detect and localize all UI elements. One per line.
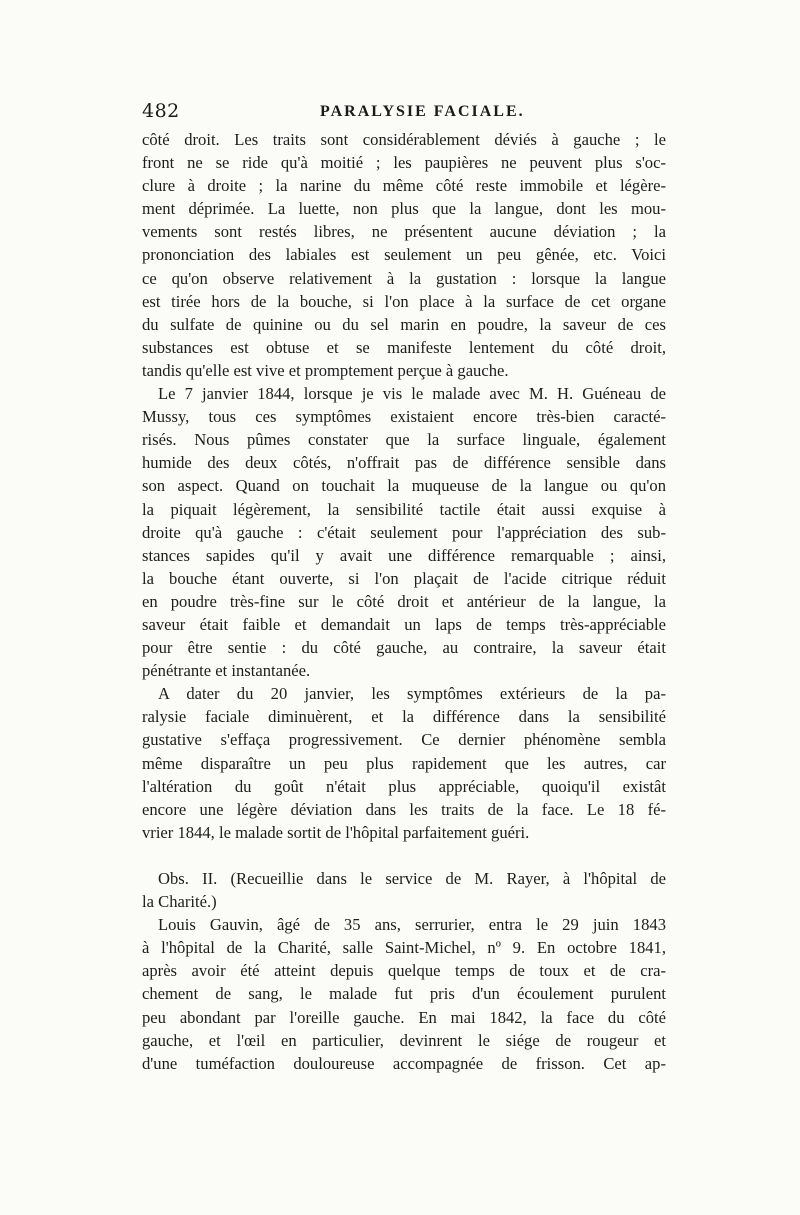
text-line: du sulfate de quinine ou du sel marin en poudre, la saveur de ces	[142, 314, 666, 334]
text-line: front ne se ride qu'à moitié ; les paupières ne peuvent plus s'oc-	[142, 153, 666, 173]
text-line: pour être sentie : du côté gauche, au contraire, la saveur était	[142, 638, 666, 658]
text-line: clure à droite ; la narine du même côté reste immobile et légère-	[142, 176, 666, 196]
text-line: saveur était faible et demandait un laps de temps très-appréciable	[142, 614, 666, 634]
text-line: est tirée hors de la bouche, si l'on place à la surface de cet organe	[142, 291, 666, 311]
text-line: son aspect. Quand on touchait la muqueuse de la langue ou qu'on	[142, 476, 666, 496]
text-line: Le 7 janvier 1844, lorsque je vis le malade avec M. H. Guéneau de	[158, 384, 666, 404]
text-line: côté droit. Les traits sont considérablement déviés à gauche ; le	[142, 130, 666, 149]
text-line: vrier 1844, le malade sortit de l'hôpital parfaitement guéri.	[142, 822, 530, 842]
text-line: après avoir été atteint depuis quelque temps de toux et de cra-	[142, 961, 666, 981]
text-line: droite qu'à gauche : c'était seulement pour l'appréciation des sub-	[142, 522, 666, 542]
text-line: la bouche étant ouverte, si l'on plaçait de l'acide citrique réduit	[142, 568, 666, 588]
body-text	[142, 128, 666, 1075]
text-line: ment déprimée. La luette, non plus que la langue, dont les mou-	[142, 199, 666, 219]
text-line: chement de sang, le malade fut pris d'un écoulement purulent	[142, 984, 666, 1004]
text-line: ralysie faciale diminuèrent, et la différence dans la sensibilité	[142, 707, 666, 727]
text-line: substances est obtuse et se manifeste lentement du côté droit,	[142, 337, 666, 357]
observation-heading: Obs. II. (Recueillie dans le service de M. Rayer, à l'hôpital de	[158, 869, 666, 888]
text-line: humide des deux côtés, n'offrait pas de différence sensible dans	[142, 453, 666, 473]
text-line: la Charité.)	[142, 892, 217, 912]
text-line: stances sapides qu'il y avait une différence remarquable ; ainsi,	[142, 545, 666, 565]
text-line: ce qu'on observe relativement à la gustation : lorsque la langue	[142, 268, 666, 288]
text-line: prononciation des labiales est seulement un peu gênée, etc. Voici	[142, 245, 666, 265]
text-line: pénétrante et instantanée.	[142, 661, 311, 681]
page-header	[142, 100, 662, 126]
text-line: encore une légère déviation dans les traits de la face. Le 18 fé-	[142, 799, 666, 819]
blank-line	[142, 844, 666, 867]
text-line: A dater du 20 janvier, les symptômes extérieurs de la pa-	[158, 684, 666, 704]
text-line: Louis Gauvin, âgé de 35 ans, serrurier, entra le 29 juin 1843	[158, 915, 666, 935]
text-line: la piquait légèrement, la sensibilité tactile était aussi exquise à	[142, 499, 666, 519]
text-line: risés. Nous pûmes constater que la surface linguale, également	[142, 430, 666, 450]
running-title: PARALYSIE FACIALE.	[320, 103, 525, 120]
text-line: tandis qu'elle est vive et promptement perçue à gauche.	[142, 360, 509, 380]
text-line: gustative s'effaça progressivement. Ce dernier phénomène sembla	[142, 730, 666, 750]
text-line: gauche, et l'œil en particulier, devinrent le siége de rougeur et	[142, 1030, 666, 1050]
text-line: l'altération du goût n'était plus appréciable, quoiqu'il existât	[142, 776, 666, 796]
text-line: même disparaître un peu plus rapidement que les autres, car	[142, 753, 666, 773]
text-line: d'une tuméfaction douloureuse accompagnée de frisson. Cet ap-	[142, 1053, 666, 1073]
text-line: Mussy, tous ces symptômes existaient encore très-bien caracté-	[142, 407, 666, 427]
text-line: vements sont restés libres, ne présentent aucune déviation ; la	[142, 222, 666, 242]
text-line: en poudre très-fine sur le côté droit et antérieur de la langue, la	[142, 591, 666, 611]
text-line: à l'hôpital de la Charité, salle Saint-Michel, nº 9. En octobre 1841,	[142, 938, 666, 958]
text-line: peu abondant par l'oreille gauche. En mai 1842, la face du côté	[142, 1007, 666, 1027]
page-number: 482	[142, 100, 180, 122]
